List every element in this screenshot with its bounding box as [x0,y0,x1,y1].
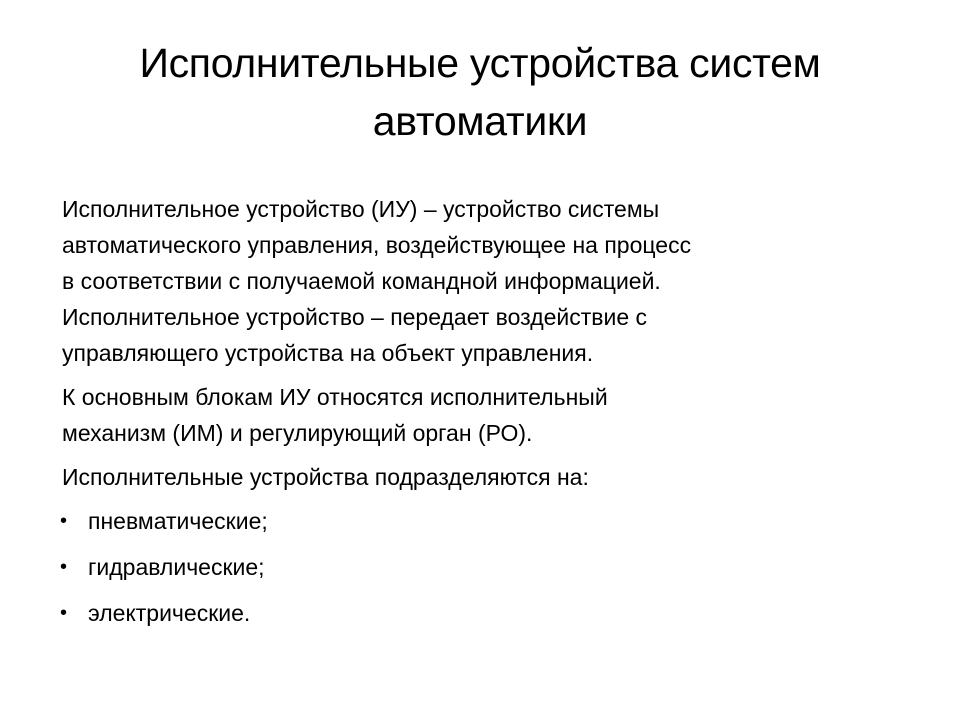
list-item [60,549,892,585]
text-line: управляющего устройства на объект управления. [62,340,594,366]
text-line: автоматического управления, воздействующее на процесс [62,232,692,258]
text-line: Исполнительные устройства подразделяются на: [62,464,589,490]
bullet-icon: • [60,602,68,624]
text-line: в соответствии с получаемой командной информацией. [62,268,661,294]
text-line: Исполнительное устройство (ИУ) – устройство системы [62,196,660,222]
bullet-icon: • [60,556,68,578]
definition-paragraph [62,191,892,371]
list-item [60,595,892,631]
title-line: Исполнительные устройства систем [139,40,821,86]
list-item-label: электрические. [88,600,251,626]
list-item-label: пневматические; [88,508,268,534]
slide-title [48,34,912,150]
slide-body [62,191,892,641]
bullet-icon: • [60,510,68,532]
text-line: К основным блокам ИУ относятся исполнительный [62,384,608,410]
text-line: Исполнительное устройство – передает воздействие с [62,304,648,330]
text-line: механизм (ИМ) и регулирующий орган (РО). [62,420,533,446]
bullet-list [62,503,892,631]
components-paragraph [62,379,892,451]
title-line: автоматики [372,98,588,144]
list-item-label: гидравлические; [88,554,265,580]
classification-paragraph [62,459,892,495]
list-item [60,503,892,539]
